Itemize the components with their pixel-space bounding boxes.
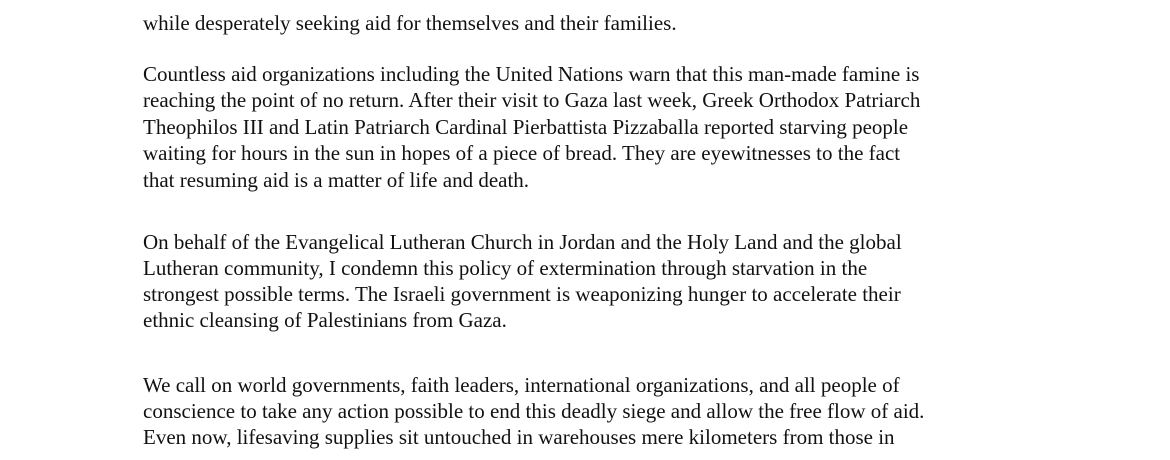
paragraph-4-line-2: conscience to take any action possible to end this deadly siege and allow the free flow of aid.: [143, 399, 925, 423]
paragraph-3-line-3: strongest possible terms. The Israeli government is weaponizing hunger to accelerate their: [143, 282, 901, 306]
paragraph-2-line-5: that resuming aid is a matter of life and death.: [143, 168, 530, 192]
paragraph-3-line-4: ethnic cleansing of Palestinians from Gaza.: [143, 308, 507, 332]
paragraph-3-line-2: Lutheran community, I condemn this policy of extermination through starvation in the: [143, 256, 868, 280]
paragraph-2-line-3: Theophilos III and Latin Patriarch Cardinal Pierbattista Pizzaballa reported starving people: [143, 115, 909, 139]
paragraph-2-line-2: reaching the point of no return. After their visit to Gaza last week, Greek Orthodox Patriarch: [143, 88, 921, 112]
paragraph-4-line-1: We call on world governments, faith leaders, international organizations, and all people of: [143, 373, 900, 397]
paragraph-4-line-3: Even now, lifesaving supplies sit untouched in warehouses mere kilometers from those in: [143, 425, 895, 449]
paragraph-2-line-1: Countless aid organizations including the United Nations warn that this man-made famine is: [143, 62, 920, 86]
paragraph-3-line-1: On behalf of the Evangelical Lutheran Church in Jordan and the Holy Land and the global: [143, 230, 902, 254]
paragraph-2-line-4: waiting for hours in the sun in hopes of a piece of bread. They are eyewitnesses to the fact: [143, 141, 901, 165]
paragraph-1-line-1: while desperately seeking aid for themselves and their families.: [143, 11, 677, 35]
